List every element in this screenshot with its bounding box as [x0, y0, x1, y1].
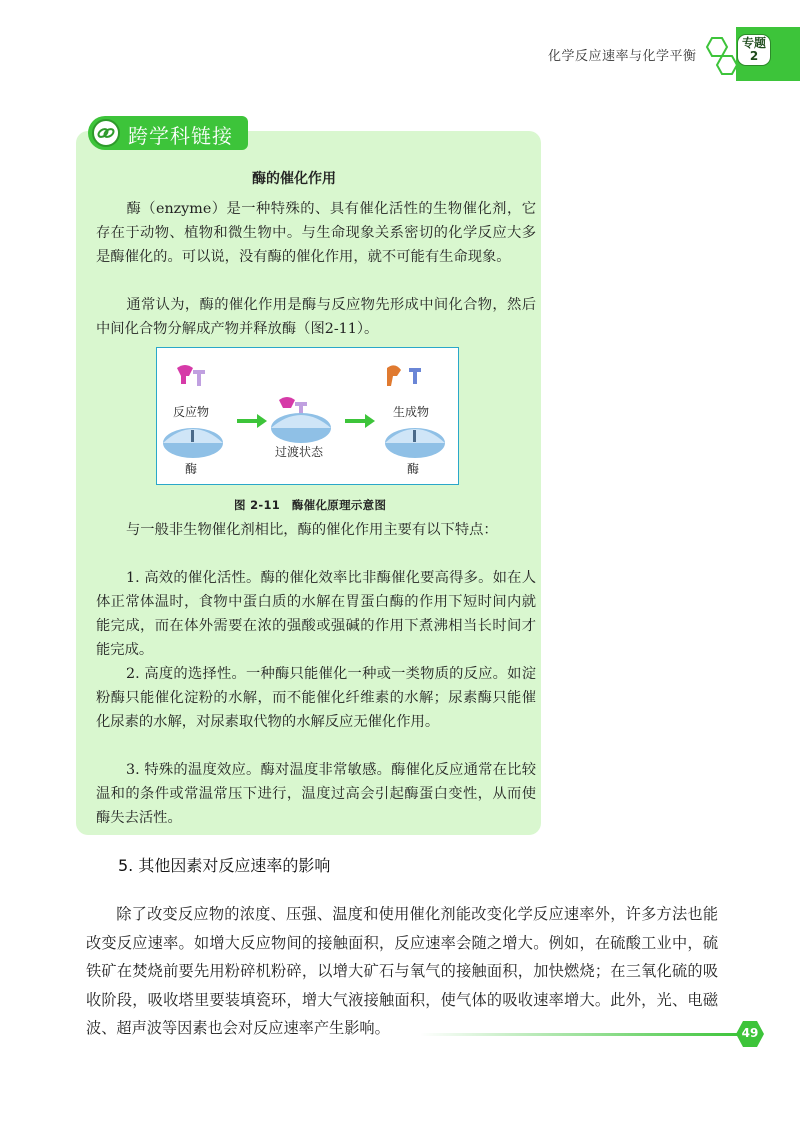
- section-title: 5. 其他因素对反应速率的影响: [118, 856, 331, 875]
- reactant-label: 反应物: [173, 405, 210, 419]
- panel-paragraph: 酶（enzyme）是一种特殊的、具有催化活性的生物催化剂，它存在于动物、植物和微生物中。与生命现象关系密切的化学反应大多是酶催化的。可以说，没有酶的催化作用，就不可能有生命现象。: [96, 201, 536, 265]
- product-label: 生成物: [393, 405, 430, 419]
- enzyme-figure: [156, 347, 459, 485]
- tab-number: 2: [749, 49, 759, 63]
- page-footer-line: [420, 1033, 740, 1036]
- banner-text: 跨学科链接: [128, 124, 233, 148]
- enzyme-left-label: 酶: [185, 462, 198, 476]
- chapter-title: 化学反应速率与化学平衡: [548, 49, 697, 64]
- reactant-molecule-icon: [177, 365, 205, 386]
- transition-label: 过渡状态: [275, 445, 324, 459]
- product-molecule-icon: [387, 365, 421, 386]
- enzyme-right-icon: [385, 428, 445, 458]
- link-icon: [92, 119, 120, 147]
- chapter-tab-label: [737, 34, 771, 66]
- panel-paragraph: 3. 特殊的温度效应。酶对温度非常敏感。酶催化反应通常在比较温和的条件或常温常压下进行，温度过高会引起酶蛋白变性，从而使酶失去活性。: [96, 762, 536, 826]
- panel-paragraph: 通常认为，酶的催化作用是酶与反应物先形成中间化合物，然后中间化合物分解成产物并释放酶（图2-11）。: [96, 297, 536, 337]
- panel-paragraph: 2. 高度的选择性。一种酶只能催化一种或一类物质的反应。如淀粉酶只能催化淀粉的水解，而不能催化纤维素的水解；尿素酶只能催化尿素的水解，对尿素取代物的水解反应无催化作用。: [96, 666, 536, 730]
- panel-paragraph: 与一般非生物催化剂相比，酶的催化作用主要有以下特点：: [126, 522, 498, 538]
- enzyme-right-label: 酶: [407, 462, 420, 476]
- panel-paragraph: 1. 高效的催化活性。酶的催化效率比非酶催化要高得多。如在人体正常体温时，食物中蛋白质的水解在胃蛋白酶的作用下短时间内就能完成，而在体外需要在浓的强酸或强碱的作用下煮沸相当长时间才能完成。: [96, 570, 536, 658]
- arrow-right-icon: [237, 414, 267, 428]
- page-number: 49: [741, 1026, 759, 1040]
- transition-complex-icon: [271, 397, 331, 443]
- arrow-right-icon: [345, 414, 375, 428]
- hexagon-decoration-icon: [700, 30, 740, 76]
- tab-label-text: 专题: [741, 36, 766, 50]
- section-paragraph: 除了改变反应物的浓度、压强、温度和使用催化剂能改变化学反应速率外，许多方法也能改变反应速率。如增大反应物间的接触面积，反应速率会随之增大。例如，在硫酸工业中，硫铁矿在焚烧前要先用粉碎机粉碎，以增大矿石与氧气的接触面积，加快燃烧；在三氧化硫的吸收阶段，吸收塔里要装填瓷环，增大气液接触面积，使气体的吸收速率增大。此外，光、电磁波、超声波等因素也会对反应速率产生影响。: [86, 905, 718, 1038]
- panel-title: 酶的催化作用: [252, 171, 336, 187]
- enzyme-left-icon: [163, 428, 223, 458]
- figure-caption: 图 2-11 酶催化原理示意图: [234, 498, 387, 512]
